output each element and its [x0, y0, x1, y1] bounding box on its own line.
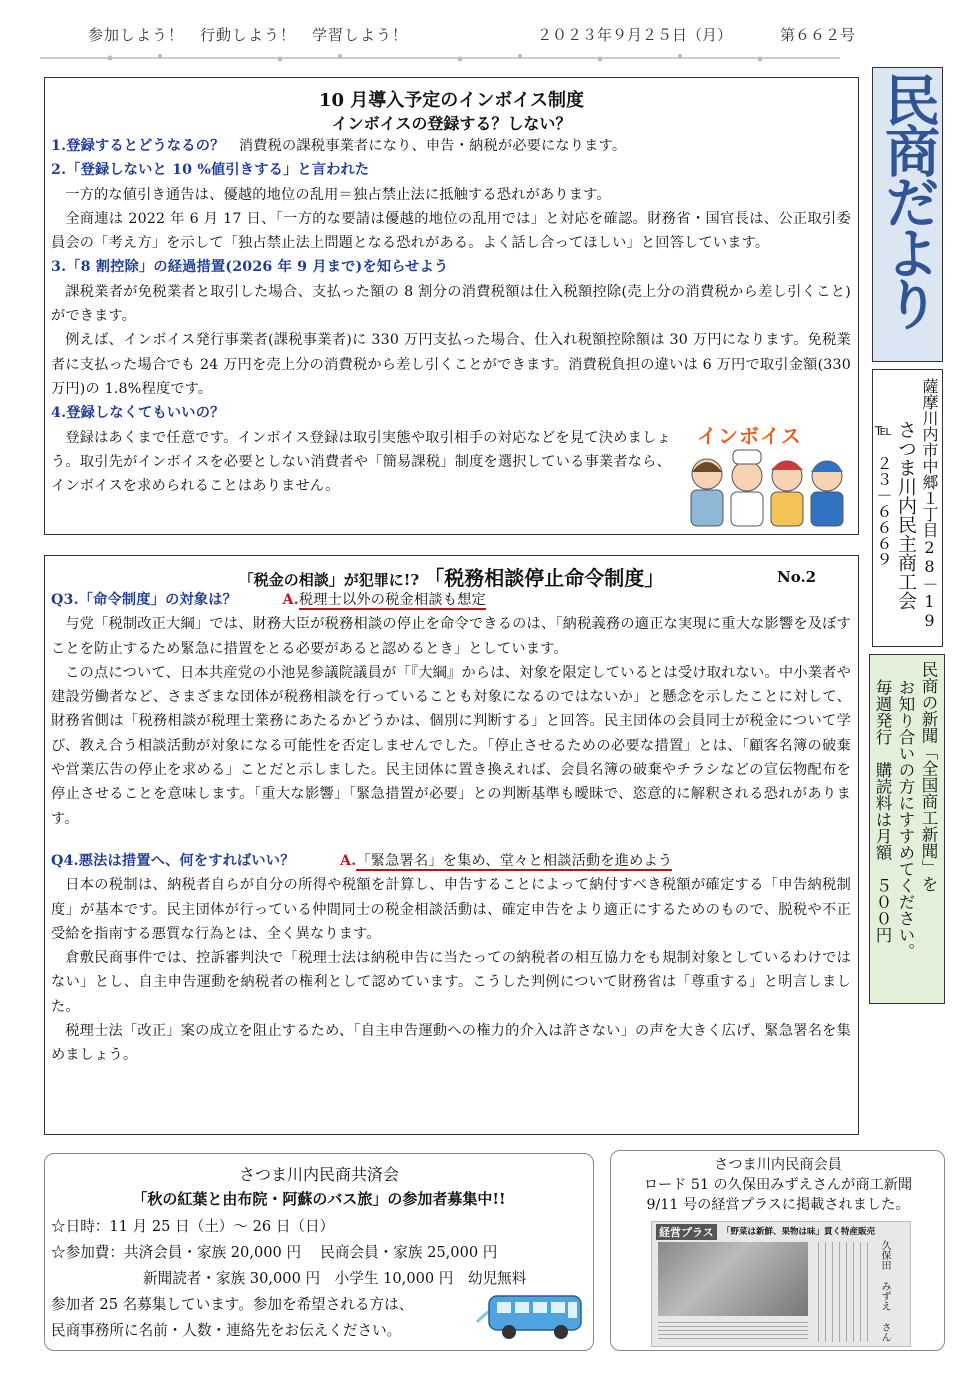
invoice-subtitle: インボイスの登録する？しない？ — [331, 114, 572, 133]
tax-q4-p3: 税理士法「改正」案の成立を阻止するため、「自主申告運動への権力的介入は許さない」の声を大きく広げ、緊急署名を集めましょう。 — [51, 1023, 851, 1064]
invoice-q4-heading: 4.登録しなくてもいいの？ — [51, 405, 225, 422]
invoice-title: 10 月導入予定のインボイス制度 — [318, 90, 585, 111]
bus-fee2: 新聞読者・家族 30,000 円 小学生 10,000 円 幼児無料 — [143, 1270, 527, 1287]
tax-title-small: 「税金の相談」が犯罪に!? — [238, 571, 420, 589]
invoice-q3-p1: 課税業者が免税業者と取引した場合、支払った額の 8 割分の消費税額は仕入税額控除(売上分の消費税から差し引くこと)ができます。 — [51, 283, 851, 325]
tax-q4-row — [51, 849, 851, 873]
newspaper-ad-line1: 民商の新聞「全国商工新聞」を — [919, 661, 938, 892]
slogan: 参加しよう！ 行動しよう！ 学習しよう！ — [88, 26, 409, 44]
invoice-q4-text: 登録はあくまで任意です。インボイス登録は取引実態や取引相手の対応などを見て決めましょう。取引先がインボイスを必要としない消費者や「簡易課税」制度を選択している事業者なら、インボイスを求められることはありません。 — [51, 429, 671, 495]
bus-trip-box — [44, 1153, 594, 1351]
bus-note2: 民商事務所に名前・人数・連絡先をお伝えください。 — [51, 1322, 402, 1339]
clip-photo — [658, 1242, 808, 1316]
newspaper-ad-line2: お知り合いの方にすすめてください。 — [896, 679, 915, 960]
tax-q4-answer-mark: A. — [340, 852, 357, 869]
invoice-q2-heading: 2.「登録しないと 10 %値引きする」と言われた — [51, 162, 370, 179]
bus-date: ☆日時：11 月 25 日（土）～ 26 日（日） — [51, 1218, 335, 1235]
clip-side: 久保田 みずえ さん — [879, 1240, 890, 1342]
tax-q4-p1: 日本の税制は、納税者自らが自分の所得や税額を計算し、申告することによって納付すべき税額が確定する「申告納税制度」が基本です。民主団体が行っている仲間同士の税金相談活動は、確定申告をより適正にするためのもので、脱税や不正受給を指南する悪質な行為とは、全く異なります。 — [51, 877, 851, 942]
masthead-title-box — [872, 67, 943, 362]
member-feature-box — [610, 1150, 945, 1351]
tax-q3-p2: この点について、日本共産党の小池晃参議院議員が「『大綱』からは、対象を限定しているとは受け取れない。中小業者や建設労働者など、さまざまな団体が税務相談を行っていることも対象になるのではないか」と懸念を示したことに対して、財務省側は「税務相談が税理士業務にあたるかどうかは、個別に判断する」と回答。民主団体の会員同士が税金について学び、教え合う相談活動が対象になる可能性を否定しませんでした。「停止させるための必要な措置」とは、「顧客名簿の破棄や営業広告の停止を求める」ことだと示しました。民主団体に置き換えれば、会員名簿の破棄やチラシなどの宣伝物配布を停止させることを意味します。「重大な影響」「緊急措置が必要」との判断基準も曖昧で、恣意的に解釈される恐れがあります。 — [51, 664, 851, 827]
newspaper-clipping — [651, 1221, 911, 1347]
invoice-q1-text: 消費税の課税事業者になり、申告・納税が必要になります。 — [238, 138, 627, 154]
tax-article — [44, 555, 859, 1135]
member-line3: 9/11 号の経営プラスに掲載されました。 — [646, 1197, 910, 1213]
member-line1: さつま川内民商会員 — [714, 1157, 842, 1173]
bus-fee1: ☆参加費：共済会員・家族 20,000 円 民商会員・家族 25,000 円 — [51, 1244, 498, 1261]
issue-date: ２０２３年９月２５日（月） — [537, 26, 733, 44]
tax-q3-p1: 与党「税制改正大綱」では、財務大臣が税務相談の停止を命令できるのは、「納税義務の適正な実現に重大な影響を及ぼすことを防止するため緊急に措置をとる必要があると認めるとき」としています。 — [51, 616, 851, 657]
bus-icon — [475, 1282, 587, 1344]
bus-note1: 参加者 25 名募集しています。参加を希望される方は、 — [51, 1296, 414, 1313]
newspaper-ad-line3: 毎週発行 購読料は月額 ５００円 — [873, 679, 892, 943]
tax-q3-answer-mark: A. — [282, 592, 299, 608]
invoice-q2-p1: 一方的な値引き通告は、優越的地位の乱用＝独占禁止法に抵触する恐れがあります。 — [65, 186, 611, 203]
invoice-q3-p2: 例えば、インボイス発行事業者(課税事業者)に 330 万円支払った場合、仕入れ税額控除額は 30 万円になります。免税業者に支払った場合でも 24 万円を売上分の消費税から差し引くことができます。消費税負担の違いは 6 万円で取引金額(330 万円)の 1.8%程度です。 — [51, 332, 851, 397]
invoice-illustration-label: インボイス — [697, 424, 802, 448]
invoice-q2-p2: 全商連は 2022 年 6 月 17 日、「一方的な要請は優越的地位の乱用では」と対応を確認。財務省・国官長は、公正取引委員会の「考え方」を示して「独占禁止法上問題となる恐れがある。よく話し合ってほしい」と回答しています。 — [51, 210, 851, 252]
tax-q4-p2: 倉敷民商事件では、控訴審判決で「税理士法は納税申告に当たっての納税者の相互協力をも規制対象としているわけではない」とし、自主申告運動を納税者の権利として認めています。こうした判例について財務省は「尊重する」と明言しました。 — [51, 950, 851, 1015]
member-line2: ロード 51 の久保田みずえさんが商工新聞 — [643, 1177, 913, 1193]
org-address: 薩摩川内市中郷１丁目28－19 — [920, 378, 939, 630]
page-header — [40, 18, 920, 68]
tax-q3-answer: 税理士以外の税金相談も想定 — [298, 592, 486, 608]
org-info-box — [872, 369, 943, 647]
decorative-vine — [40, 50, 860, 66]
org-tel: ℡ ２３－６６６９ — [874, 420, 893, 567]
tax-q4-label: Q4.悪法は措置へ、何をすればいい？ — [51, 852, 295, 869]
invoice-article — [44, 77, 859, 535]
tax-number: No.2 — [777, 568, 817, 586]
tax-q3-label: Q3.「命令制度」の対象は？ — [51, 592, 238, 608]
bus-org: さつま川内民商共済会 — [238, 1165, 399, 1184]
org-name: さつま川内民主商工会 — [895, 420, 917, 610]
newspaper-ad-box — [869, 654, 945, 1004]
tax-title-big: 「税務相談停止命令制度」 — [424, 566, 665, 590]
clip-headline: 「野菜は新鮮、果物は味」貫く特産販売 — [722, 1227, 876, 1237]
people-illustration — [685, 444, 855, 528]
masthead-title: 民商だより — [876, 72, 940, 327]
bus-title: 「秋の紅葉と由布院・阿蘇のバス旅」の参加者募集中!! — [132, 1190, 506, 1208]
tax-title-row — [45, 562, 858, 591]
issue-number: 第６６２号 — [780, 26, 856, 44]
invoice-q1-heading: 1.登録するとどうなるの？ — [51, 138, 225, 154]
tax-q4-answer: 「緊急署名」を集め、堂々と相談活動を進めよう — [356, 852, 673, 869]
invoice-illustration — [685, 418, 855, 528]
tax-q3-row — [51, 588, 851, 612]
invoice-q1 — [51, 134, 851, 158]
invoice-q3-heading: 3.「8 割控除」の経過措置(2026 年 9 月まで)を知らせよう — [51, 259, 449, 276]
clip-title: 経営プラス — [656, 1224, 717, 1240]
